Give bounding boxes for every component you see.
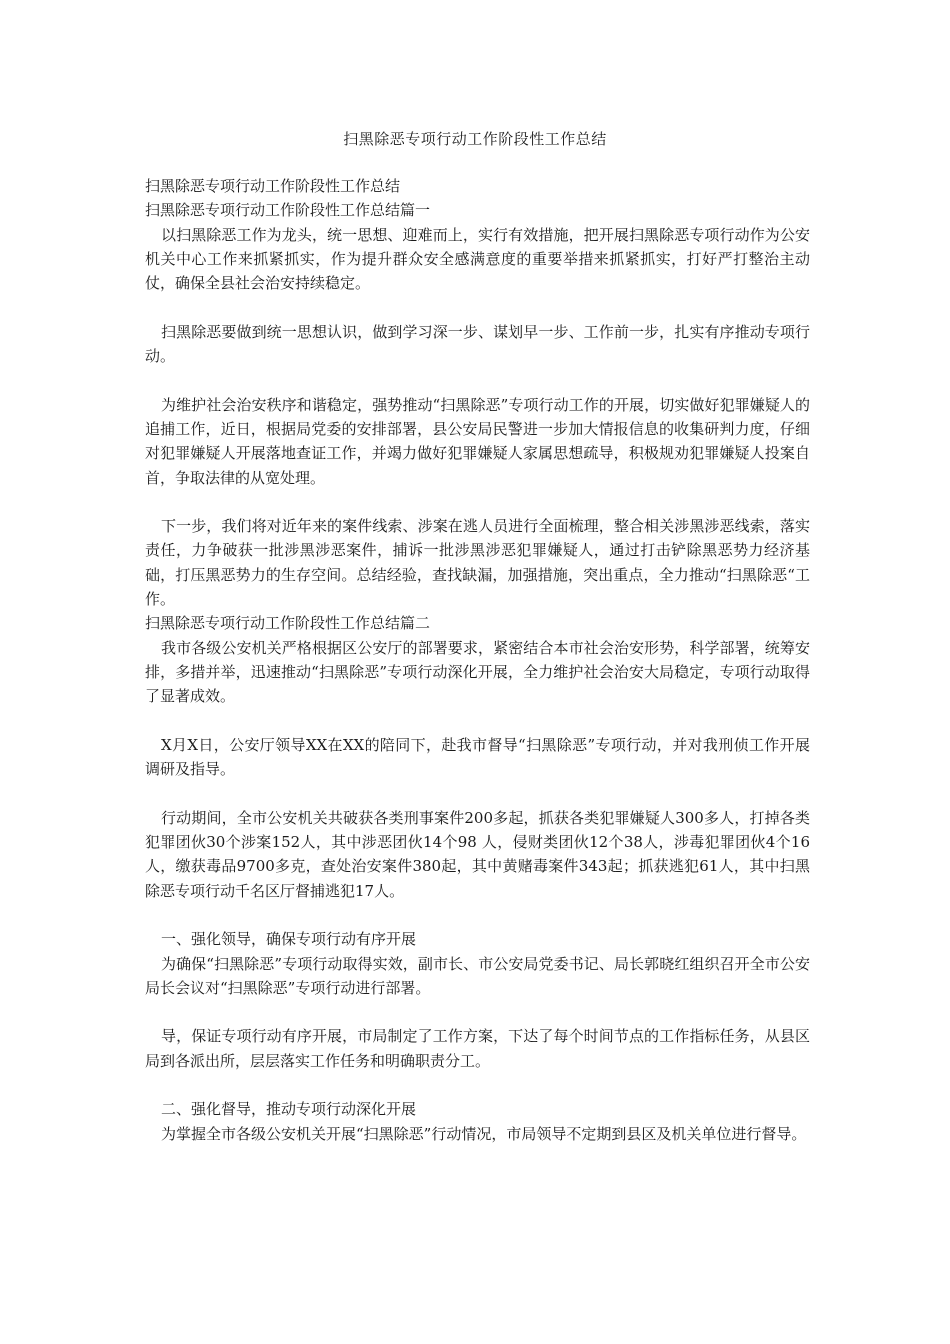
body-paragraph: 导，保证专项行动有序开展，市局制定了工作方案，下达了每个时间节点的工作指标任务，从县区局到各派出所，层层落实工作任务和明确职责分工。 [145,1027,810,1070]
document-title: 扫黑除恶专项行动工作阶段性工作总结 [343,130,607,148]
body-paragraph: 我市各级公安机关严格根据区公安厅的部署要求，紧密结合本市社会治安形势，科学部署，统筹安排，多措并举，迅速推动“扫黑除恶”专项行动深化开展，全力维护社会治安大局稳定，专项行动取得了显著成效。 [145,638,810,706]
body-paragraph: 为掌握全市各级公安机关开展“扫黑除恶”行动情况，市局领导不定期到县区及机关单位进行督导。 [161,1124,807,1143]
section-heading-part-two: 扫黑除恶专项行动工作阶段性工作总结篇二 [145,614,431,633]
body-paragraph: X月X日，公安厅领导XX在XX的陪同下，赴我市督导“扫黑除恶”专项行动，并对我刑侦工作开展调研及指导。 [145,735,810,779]
section-heading-part-one: 扫黑除恶专项行动工作阶段性工作总结篇一 [145,201,431,220]
body-paragraph: 下一步，我们将对近年来的案件线索、涉案在逃人员进行全面梳理，整合相关涉黑涉恶线索，落实责任，力争破获一批涉黑涉恶案件，捕诉一批涉黑涉恶犯罪嫌疑人，通过打击铲除黑恶势力经济基础，打压黑恶势力的生存空间。总结经验，查找缺漏，加强措施，突出重点，全力推动“扫黑除恶“工作。 [145,517,810,609]
body-paragraph: 扫黑除恶要做到统一思想认识，做到学习深一步、谋划早一步、工作前一步，扎实有序推动专项行动。 [145,322,810,366]
document-body [145,174,810,1146]
body-paragraph: 为维护社会治安秩序和谐稳定，强势推动“扫黑除恶”专项行动工作的开展，切实做好犯罪嫌疑人的追捕工作，近日，根据局党委的安排部署，县公安局民警进一步加大情报信息的收集研判力度，仔细对犯罪嫌疑人开展落地查证工作，并竭力做好犯罪嫌疑人家属思想疏导，积极规劝犯罪嫌疑人投案自首，争取法律的从宽处理。 [145,395,810,487]
body-paragraph: 以扫黑除恶工作为龙头，统一思想、迎难而上，实行有效措施，把开展扫黑除恶专项行动作为公安机关中心工作来抓紧抓实，作为提升群众安全感满意度的重要举措来抓紧抓实，打好严打整治主动仗，确保全县社会治安持续稳定。 [145,225,810,293]
body-paragraph: 为确保“扫黑除恶”专项行动取得实效，副市长、市公安局党委书记、局长郭晓红组织召开全市公安局长会议对“扫黑除恶”专项行动进行部署。 [145,954,810,997]
subsection-heading: 二、强化督导，推动专项行动深化开展 [161,1100,417,1119]
summary-heading: 扫黑除恶专项行动工作阶段性工作总结 [145,177,401,195]
subsection-heading: 一、强化领导，确保专项行动有序开展 [161,930,417,949]
body-paragraph: 行动期间，全市公安机关共破获各类刑事案件200多起，抓获各类犯罪嫌疑人300多人，打掉各类犯罪团伙30个涉案152人，其中涉恶团伙14个98 人，侵财类团伙12个38人，涉毒犯罪团伙4个16人，缴获毒品9700多克，查处治安案件380起，其中黄赌毒案件343起；抓获逃犯61人，其中扫黑除恶专项行动千名区厅督捕逃犯17人。 [145,808,810,900]
